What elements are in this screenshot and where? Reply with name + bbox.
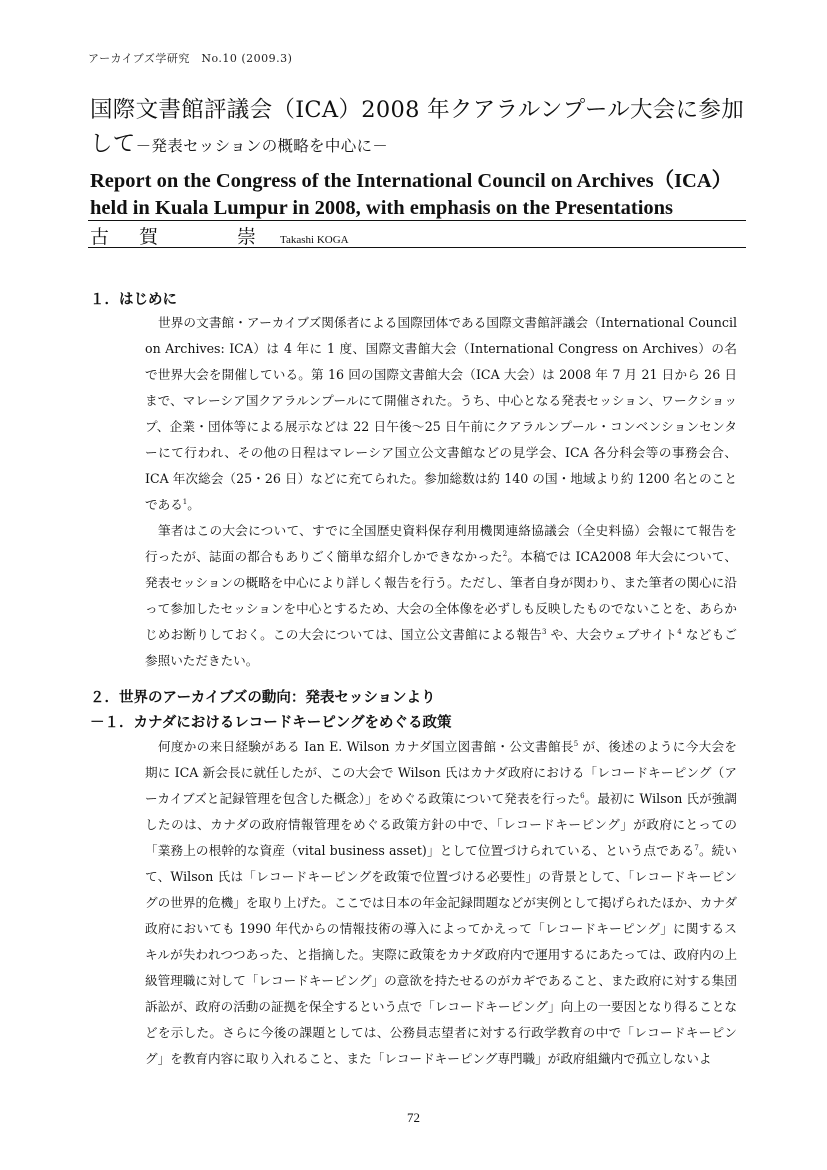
subsection-heading-2-1: －１．カナダにおけるレコードキーピングをめぐる政策	[90, 715, 452, 731]
title-japanese-subtitle: －発表セッションの概略を中心に－	[135, 137, 389, 155]
title-japanese-main: 国際文書館評議会（ICA）2008 年クアラルンプール大会に参加して	[90, 97, 745, 157]
page-number: 72	[407, 1110, 420, 1125]
title-divider-bottom	[88, 247, 746, 248]
paragraph: 何度かの来日経験がある Ian E. Wilson カナダ国立図書館・公文書館長$^5$ が、後述のように今大会を期に ICA 新会長に就任したが、この大会で Wilson 氏はカナダ政府における「レコードキーピング（アーカイブズと記録管理を包含した概念）」をめぐる政策について発表を行った$^6$。最初に Wilson 氏が強調したのは、カナダの政府情報管理をめぐる政策方針の中で、「レコードキーピング」が政府にとっての「業務上の根幹的な資産（vital business asset)」として位置づけられている、という点である$^7$。続いて、Wilson 氏は「レコードキーピングを政策で位置づける必要性」の背景として、「レコードキーピングの世界的危機」を取り上げた。ここでは日本の年金記録問題などが実例として掲げられたほか、カナダ政府においても 1990 年代からの情報技術の導入によってかえって「レコードキーピング」に関するスキルが失われつつあった、と指摘した。実際に政策をカナダ政府内で運用するにあたっては、政府内の上級管理職に対して「レコードキーピング」の意欲を持たせるのがカギであること、また政府に対する集団訴訟が、政府の活動の証拠を保全するという点で「レコードキーピング」向上の一要因となり得ることなどを示した。さらに今後の課題としては、公務員志望者に対する行政学教育の中で「レコードキーピング」を教育内容に取り入れること、また「レコードキーピング専門職」が政府組織内で孤立しないよ	[145, 739, 738, 1066]
section-2-body	[145, 734, 737, 1072]
section-heading-1: １．はじめに	[90, 292, 177, 308]
section-heading-2: ２．世界のアーカイブズの動向：発表セッションより	[90, 690, 436, 706]
author-name-en: Takashi KOGA	[280, 234, 349, 246]
section-1-body	[145, 310, 737, 674]
running-header: アーカイブズ学研究 No.10 (2009.3)	[88, 52, 293, 65]
footnote-ref: 4	[677, 628, 682, 636]
footnote-ref: 5	[573, 740, 579, 748]
paragraph: 世界の文書館・アーカイブズ関係者による国際団体である国際文書館評議会（International Council on Archives: ICA）は 4 年に 1 度、国際文書館大会（International Congress on Archives）の名で世界大会を開催している。第 16 回の国際文書館大会（ICA 大会）は 2008 年 7 月 21 日から 26 日まで、マレーシア国クアラルンプールにて開催された。うち、中心となる発表セッション、ワークショップ、企業・団体等による展示などは 22 日午後～25 日午前にクアラルンプール・コンベンションセンターにて行われ、その他の日程はマレーシア国立公文書館などの見学会、ICA 各分科会等の事務会合、ICA 年次総会（25・26 日）などに充てられた。参加総数は約 140 の国・地域より約 1200 名とのことである$^1$。	[145, 315, 737, 512]
title-japanese	[90, 93, 750, 163]
paragraph: 筆者はこの大会について、すでに全国歴史資料保存利用機関連絡協議会（全史料協）会報にて報告を行ったが、誌面の都合もありごく簡単な紹介しかできなかった$^2$。本稿では ICA2008 年大会について、発表セッションの概略を中心により詳しく報告を行う。ただし、筆者自身が関わり、また筆者の関心に沿って参加したセッションを中心とするため、大会の全体像を必ずしも反映したものでないことを、あらかじめお断りしておく。この大会については、国立公文書館による報告$^3$ や、大会ウェブサイト$^4$ などもご参照いただきたい。	[145, 523, 738, 668]
author-name-ja: 古賀 崇	[90, 226, 287, 248]
footnote-ref: 3	[541, 628, 547, 636]
footnote-ref: 2	[502, 550, 508, 558]
author-line	[90, 222, 349, 246]
title-divider-top	[88, 220, 746, 221]
footnote-ref: 6	[580, 792, 585, 800]
footnote-ref: 1	[182, 498, 188, 506]
footnote-ref: 7	[694, 844, 699, 852]
title-english: Report on the Congress of the International Council on Archives（ICA）held in Kuala Lumpur in 2008, with emphasis on the Presentations	[90, 170, 733, 219]
